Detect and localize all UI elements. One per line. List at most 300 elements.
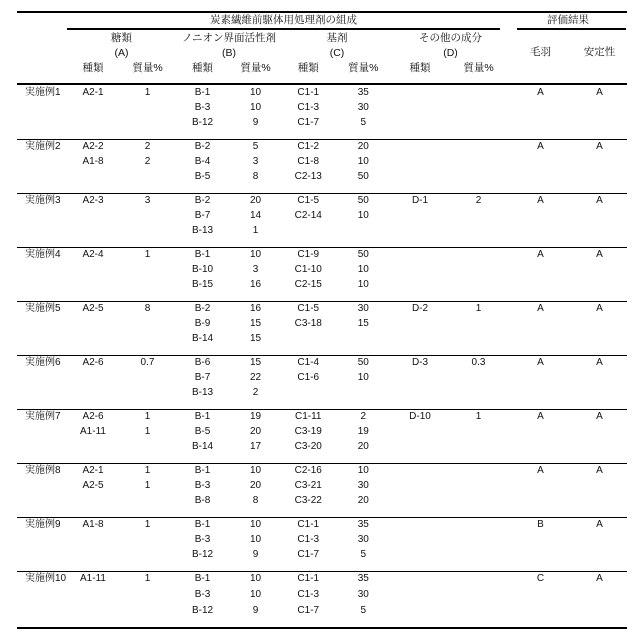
table-cell: 19 [249,411,262,422]
table-cell [67,223,119,247]
table-cell [509,169,572,193]
table-cell [119,385,176,409]
table-cell [448,370,509,385]
table-cell: B-3 [194,534,211,545]
block-separator-rule [17,247,627,249]
table-cell: 1 [144,249,151,260]
table-cell [509,331,572,355]
table-cell: C3-22 [294,495,322,506]
table-cell: B-8 [194,495,211,506]
example-row-label [17,277,67,301]
table-cell: B-5 [194,426,211,437]
table-cell: 1 [144,480,151,491]
table-cell [448,262,509,277]
table-cell: A1-8 [82,156,104,167]
table-cell [67,331,119,355]
table-cell: B-1 [194,465,211,476]
table-cell [119,331,176,355]
evaluation-title: 評価結果 [547,14,589,26]
table-cell [392,493,448,517]
table-cell: D-10 [409,411,431,422]
table-cell [119,587,176,603]
table-cell: 10 [357,264,369,275]
table-cell: 2 [360,411,367,422]
table-cell: 15 [357,318,369,329]
table-cell: A2-5 [82,480,104,491]
table-cell [572,478,627,493]
table-cell [509,547,572,571]
group-a-code: (A) [114,47,129,59]
table-cell: 5 [360,117,367,128]
kind-header-c: 種類 [297,62,319,74]
example-row-label [17,100,67,115]
table-cell: 15 [249,357,262,368]
group-c-code: (C) [329,47,345,59]
table-cell: 35 [357,573,369,584]
table-cell: A1-8 [82,519,104,530]
table-cell: C1-3 [297,534,320,545]
table-cell [509,223,572,247]
table-cell [335,223,393,247]
table-cell: A [596,195,603,206]
table-cell: 50 [357,195,369,206]
table-cell: C1-5 [297,303,320,314]
table-cell [509,493,572,517]
table-cell [509,115,572,139]
table-cell [448,547,509,571]
table-cell [448,154,509,169]
table-cell [119,493,176,517]
table-cell [448,439,509,463]
table-cell [509,208,572,223]
table-cell [572,424,627,439]
table-cell [448,277,509,301]
table-cell [448,493,509,517]
table-cell [448,532,509,547]
table-cell [392,85,448,100]
table-cell: 8 [252,495,259,506]
table-cell [67,208,119,223]
example-row-label [17,154,67,169]
mass-header-c: 質量% [348,62,379,74]
table-cell: 14 [249,210,262,221]
table-cell: C1-2 [297,141,320,152]
table-cell: B-13 [191,225,214,236]
table-cell [572,547,627,571]
table-cell: 2 [252,387,259,398]
table-cell [448,587,509,603]
fuzz-column-header: 毛羽 [530,46,551,58]
table-cell [509,277,572,301]
table-cell [392,478,448,493]
table-cell [67,370,119,385]
table-cell: 0.7 [140,357,155,368]
table-cell: B-1 [194,519,211,530]
block-separator-rule [17,355,627,357]
table-cell [509,587,572,603]
table-cell: 9 [252,549,259,560]
table-cell: B-5 [194,171,211,182]
table-cell: 1 [144,519,151,530]
table-cell: 1 [144,573,151,584]
table-cell [509,154,572,169]
table-cell: C [536,573,545,584]
table-cell: 15 [249,318,262,329]
table-cell [392,439,448,463]
table-cell [392,385,448,409]
table-cell: A [596,465,603,476]
table-cell: 10 [249,87,262,98]
table-cell: 1 [144,426,151,437]
table-cell: 35 [357,87,369,98]
example-row-label: 実施例8 [25,465,61,476]
table-cell: A2-1 [82,87,104,98]
example-row-label [17,223,67,247]
table-cell: 8 [144,303,151,314]
table-cell [392,115,448,139]
example-row-label [17,532,67,547]
table-cell: C2-14 [294,210,322,221]
group-sugar-label: 糖類 [111,32,132,44]
table-cell: 16 [249,303,262,314]
table-cell: 20 [357,141,369,152]
table-cell: 1 [475,411,482,422]
table-cell: D-1 [411,195,429,206]
table-cell: B-3 [194,102,211,113]
example-row-label [17,208,67,223]
table-cell [448,571,509,587]
table-cell: 8 [252,171,259,182]
table-cell [392,370,448,385]
table-cell [392,331,448,355]
example-row-label: 実施例6 [25,357,61,368]
table-cell: 3 [144,195,151,206]
table-cell: A [537,141,544,152]
table-cell: 5 [252,141,259,152]
table-cell [67,493,119,517]
example-row-label [17,587,67,603]
table-cell: 10 [357,156,369,167]
table-cell [392,587,448,603]
table-cell [392,424,448,439]
table-cell [67,262,119,277]
table-cell [509,370,572,385]
table-cell [572,262,627,277]
table-cell [572,603,627,628]
table-cell [67,115,119,139]
table-cell: C1-10 [294,264,322,275]
table-cell [392,208,448,223]
table-cell [392,247,448,262]
table-cell: B-1 [194,249,211,260]
table-cell: B-3 [194,589,211,600]
table-cell: 20 [249,195,262,206]
group-d-code: (D) [443,47,458,59]
example-row-label: 実施例5 [25,303,61,314]
table-cell: 20 [357,441,369,452]
table-cell: A [537,411,544,422]
table-cell: 3 [252,156,259,167]
composition-title: 炭素繊維前駆体用処理剤の組成 [210,14,357,26]
table-cell [392,277,448,301]
table-cell [448,208,509,223]
table-cell [392,517,448,532]
example-row-label [17,547,67,571]
table-cell: B [537,519,544,530]
table-cell: 35 [357,519,369,530]
table-cell: C1-7 [297,117,320,128]
table-cell: 50 [357,249,369,260]
table-cell: 10 [357,372,369,383]
table-cell: A2-6 [82,411,104,422]
block-separator-rule [17,301,627,303]
mass-header-b: 質量% [240,62,271,74]
table-cell [119,316,176,331]
table-cell: 17 [249,441,262,452]
table-cell: C1-1 [297,573,320,584]
table-cell: 2 [475,195,482,206]
table-cell [282,331,335,355]
table-cell [119,115,176,139]
table-cell: C3-18 [294,318,322,329]
table-cell [572,100,627,115]
kind-header-a: 種類 [82,62,104,74]
table-cell [448,139,509,154]
table-cell [392,547,448,571]
table-cell: A [596,303,603,314]
example-row-label [17,439,67,463]
table-cell: C1-11 [295,411,322,422]
composition-underline-rule [67,28,500,30]
example-row-label [17,262,67,277]
table-cell [572,208,627,223]
table-cell [572,587,627,603]
table-cell: C1-6 [297,372,320,383]
table-cell: 10 [357,210,369,221]
table-cell [509,316,572,331]
table-cell: A [596,141,603,152]
table-cell [67,169,119,193]
example-row-label [17,478,67,493]
table-cell [282,385,335,409]
group-other-components-label: その他の成分 [419,32,482,44]
table-cell [392,603,448,628]
table-cell: 10 [249,519,262,530]
table-cell: B-10 [191,264,214,275]
table-cell [119,603,176,628]
table-cell: B-1 [194,573,211,584]
table-cell: 10 [249,573,262,584]
table-cell [509,262,572,277]
table-cell: B-12 [191,605,214,616]
table-cell: C1-3 [297,102,320,113]
table-cell: 10 [249,589,262,600]
table-cell: 10 [357,465,369,476]
table-cell: A2-5 [82,303,104,314]
table-cell [67,100,119,115]
table-cell [572,316,627,331]
table-cell: A2-1 [82,465,104,476]
table-cell [119,277,176,301]
table-cell [448,517,509,532]
table-cell: A [596,411,603,422]
table-cell [119,547,176,571]
table-cell: 30 [357,303,369,314]
block-separator-rule [17,139,627,141]
example-row-label: 実施例1 [25,87,61,98]
table-cell [509,532,572,547]
table-cell: A [596,573,603,584]
table-cell: 10 [249,249,262,260]
table-cell [67,532,119,547]
table-cell [67,587,119,603]
table-cell [119,100,176,115]
evaluation-underline-rule [517,28,626,30]
table-cell: 1 [475,303,482,314]
table-cell: B-7 [194,210,211,221]
table-cell: C3-19 [294,426,322,437]
table-cell: B-14 [191,333,214,344]
table-cell [448,316,509,331]
table-cell [448,463,509,478]
table-cell: B-7 [194,372,211,383]
table-cell [448,331,509,355]
table-cell: A2-3 [82,195,104,206]
table-cell: C3-20 [294,441,322,452]
table-cell [392,463,448,478]
table-cell: 5 [360,605,367,616]
table-cell: C1-5 [297,195,320,206]
table-cell [119,532,176,547]
block-separator-rule [17,409,627,411]
table-cell: 2 [144,156,151,167]
table-cell: 1 [144,411,151,422]
example-row-label [17,370,67,385]
block-separator-rule [17,193,627,195]
table-cell: 20 [249,480,262,491]
table-cell: A [537,249,544,260]
mass-header-a: 質量% [132,62,163,74]
table-cell: 9 [252,117,259,128]
example-row-label [17,169,67,193]
table-cell [572,223,627,247]
table-cell: B-14 [191,441,214,452]
table-cell [119,169,176,193]
table-cell [572,277,627,301]
table-cell: A1-11 [80,426,106,437]
table-cell: C2-13 [294,171,322,182]
table-cell: B-12 [191,117,214,128]
kind-header-b: 種類 [192,62,213,74]
table-cell [448,424,509,439]
table-cell [67,439,119,463]
table-cell: B-13 [191,387,214,398]
table-cell: 2 [144,141,151,152]
table-cell: 10 [357,279,369,290]
table-cell [67,316,119,331]
table-cell [509,100,572,115]
table-cell: 9 [252,605,259,616]
table-cell: A [537,195,544,206]
table-cell: B-2 [194,195,211,206]
table-cell: B-1 [194,411,211,422]
table-cell [572,493,627,517]
bottom-rule [17,627,627,629]
table-cell [572,331,627,355]
table-cell: D-3 [411,357,429,368]
table-cell: A2-2 [82,141,104,152]
table-cell [572,439,627,463]
mass-header-d: 質量% [463,62,494,74]
table-cell: 30 [357,534,369,545]
example-row-label [17,316,67,331]
table-cell [572,115,627,139]
table-cell: 20 [249,426,262,437]
table-cell [392,262,448,277]
block-separator-rule [17,517,627,519]
table-cell: A2-4 [82,249,104,260]
table-cell [572,169,627,193]
example-row-label [17,331,67,355]
table-cell: A [537,465,544,476]
table-cell [119,223,176,247]
table-cell [509,478,572,493]
table-cell: 10 [249,534,262,545]
table-cell [67,277,119,301]
table-cell [119,370,176,385]
table-cell [392,154,448,169]
table-cell [282,223,335,247]
table-cell: C3-21 [294,480,322,491]
table-cell [448,478,509,493]
table-cell: B-1 [194,87,211,98]
table-cell: 30 [357,589,369,600]
table-cell: 1 [144,87,151,98]
table-cell: 15 [249,333,262,344]
table-cell: 22 [249,372,262,383]
table-cell: 3 [252,264,259,275]
table-cell: 5 [360,549,367,560]
table-cell [392,571,448,587]
table-cell [509,603,572,628]
table-cell: 1 [144,465,151,476]
table-cell: A [537,357,544,368]
table-cell: A [537,87,544,98]
example-row-label: 実施例7 [25,411,61,422]
table-cell [392,139,448,154]
example-row-label [17,603,67,628]
table-cell: A [596,357,603,368]
table-cell [67,547,119,571]
table-cell: A2-6 [82,357,104,368]
table-cell: B-2 [194,141,211,152]
table-cell: A [596,87,603,98]
table-cell [448,169,509,193]
stability-column-header: 安定性 [583,46,616,58]
table-cell [572,370,627,385]
table-cell: 50 [357,171,369,182]
table-cell [509,424,572,439]
example-row-label: 実施例4 [25,249,61,260]
example-row-label: 実施例9 [25,519,61,530]
table-cell: C2-16 [294,465,322,476]
table-cell: 10 [249,465,262,476]
table-cell [448,115,509,139]
table-cell: B-9 [194,318,211,329]
table-cell [67,385,119,409]
table-cell: C1-9 [297,249,320,260]
table-cell [509,385,572,409]
